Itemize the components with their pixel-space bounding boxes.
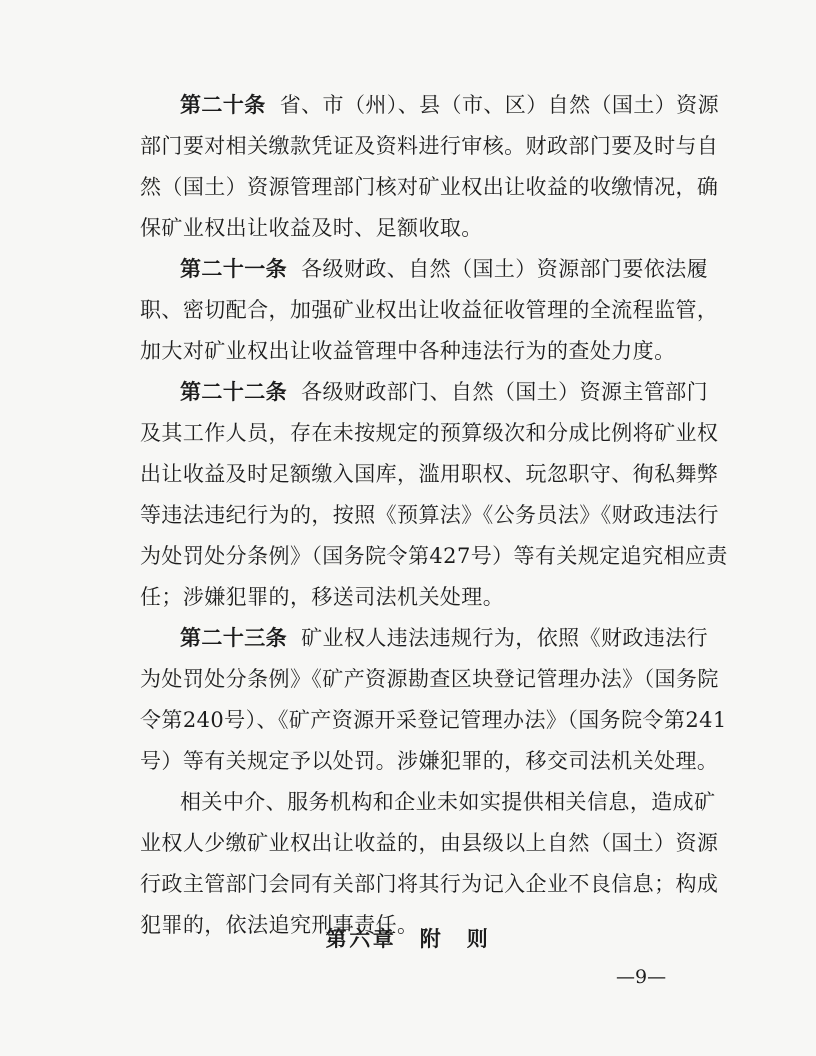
paragraph-line bbox=[140, 372, 709, 413]
document-body bbox=[140, 85, 728, 946]
paragraph-line: 加大对矿业权出让收益管理中各种违法行为的查处力度。 bbox=[140, 339, 676, 363]
paragraph-line: 行政主管部门会同有关部门将其行为记入企业不良信息；构成 bbox=[140, 872, 719, 896]
paragraph-text: 各级财政、自然（国土）资源部门要依法履 bbox=[301, 257, 709, 281]
paragraph-line: 保矿业权出让收益及时、足额收取。 bbox=[140, 216, 483, 240]
article-21 bbox=[140, 249, 719, 372]
article-label: 第二十一条 bbox=[180, 257, 288, 281]
paragraph-line: 然（国土）资源管理部门核对矿业权出让收益的收缴情况，确 bbox=[140, 175, 719, 199]
article-label: 第二十三条 bbox=[180, 626, 288, 650]
chapter-heading: 第六章 附 则 bbox=[325, 927, 491, 951]
paragraph-line: 为处罚处分条例》（国务院令第427号）等有关规定追究相应责 bbox=[140, 544, 728, 568]
paragraph-text: 各级财政部门、自然（国土）资源主管部门 bbox=[301, 380, 709, 404]
paragraph-line: 出让收益及时足额缴入国库，滥用职权、玩忽职守、徇私舞弊 bbox=[140, 462, 719, 486]
paragraph-text: 矿业权人违法违规行为，依照《财政违法行 bbox=[301, 626, 709, 650]
article-23-paragraph-2 bbox=[140, 782, 719, 946]
paragraph-line: 号）等有关规定予以处罚。涉嫌犯罪的，移交司法机关处理。 bbox=[140, 749, 719, 773]
article-22 bbox=[140, 372, 728, 618]
paragraph-line bbox=[140, 249, 709, 290]
paragraph-line: 等违法违纪行为的，按照《预算法》《公务员法》《财政违法行 bbox=[140, 503, 719, 527]
paragraph-line: 令第240号）、《矿产资源开采登记管理办法》（国务院令第241 bbox=[140, 708, 727, 732]
paragraph-line: 任；涉嫌犯罪的，移送司法机关处理。 bbox=[140, 585, 505, 609]
paragraph-line: 职、密切配合，加强矿业权出让收益征收管理的全流程监管， bbox=[140, 298, 719, 322]
article-label: 第二十条 bbox=[180, 93, 266, 117]
article-23 bbox=[140, 618, 727, 782]
paragraph-line bbox=[140, 618, 709, 659]
paragraph-text: 省、市（州）、县（市、区）自然（国土）资源 bbox=[279, 93, 720, 117]
article-20 bbox=[140, 85, 720, 249]
article-label: 第二十二条 bbox=[180, 380, 288, 404]
paragraph-line: 部门要对相关缴款凭证及资料进行审核。财政部门要及时与自 bbox=[140, 134, 719, 158]
paragraph-line: 犯罪的，依法追究刑事责任。 bbox=[140, 913, 419, 937]
paragraph-line: 业权人少缴矿业权出让收益的，由县级以上自然（国土）资源 bbox=[140, 831, 719, 855]
paragraph-line: 相关中介、服务机构和企业未如实提供相关信息，造成矿 bbox=[180, 790, 716, 814]
page-number: —9— bbox=[616, 966, 667, 988]
paragraph-line: 为处罚处分条例》《矿产资源勘查区块登记管理办法》（国务院 bbox=[140, 667, 719, 691]
paragraph-line: 及其工作人员，存在未按规定的预算级次和分成比例将矿业权 bbox=[140, 421, 719, 445]
paragraph-line bbox=[140, 85, 720, 126]
